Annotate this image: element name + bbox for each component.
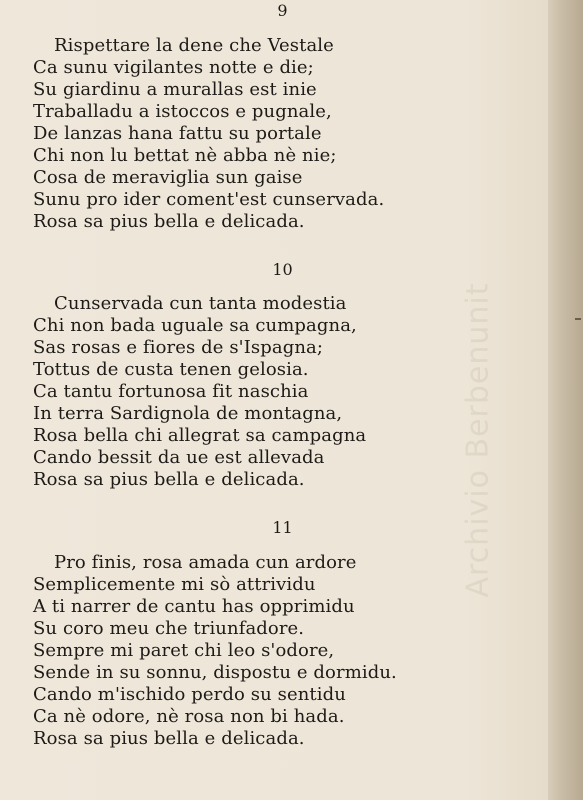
verse-line: Sempre mi paret chi leo s'odore, xyxy=(33,640,335,661)
verse-line: Cando bessit da ue est allevada xyxy=(33,447,325,468)
verse-line: Pro finis, rosa amada cun ardore xyxy=(54,552,357,573)
verse-line: Chi non bada uguale sa cumpagna, xyxy=(33,315,357,336)
stanza-number: 10 xyxy=(272,260,293,279)
verse-line: Sas rosas e fiores de s'Ispagna; xyxy=(33,337,324,358)
verse-line: Chi non lu bettat nè abba nè nie; xyxy=(33,145,337,166)
verse-line: A ti narrer de cantu has opprimidu xyxy=(33,596,355,617)
verse-line: Ca sunu vigilantes notte e die; xyxy=(33,57,314,78)
verse-line: Rispettare la dene che Vestale xyxy=(54,35,334,56)
verse-line: Cando m'ischido perdo su sentidu xyxy=(33,684,346,705)
verse-line: Su giardinu a murallas est inie xyxy=(33,79,317,100)
verse-line: Tottus de custa tenen gelosia. xyxy=(33,359,309,380)
verse-line: Cunservada cun tanta modestia xyxy=(54,293,347,314)
stanza-number: 11 xyxy=(272,518,293,537)
archive-watermark: Archivio Berbenunit xyxy=(460,282,496,598)
verse-line: Traballadu a istoccos e pugnale, xyxy=(33,101,332,122)
verse-line: Rosa bella chi allegrat sa campagna xyxy=(33,425,367,446)
book-gutter xyxy=(548,0,583,800)
verse-line: Rosa sa pius bella e delicada. xyxy=(33,728,305,749)
verse-line: Rosa sa pius bella e delicada. xyxy=(33,469,305,490)
gutter-mark xyxy=(575,318,581,320)
verse-line: In terra Sardignola de montagna, xyxy=(33,403,343,424)
verse-line: De lanzas hana fattu su portale xyxy=(33,123,322,144)
verse-line: Ca nè odore, nè rosa non bi hada. xyxy=(33,706,345,727)
verse-line: Ca tantu fortunosa fit naschia xyxy=(33,381,309,402)
verse-line: Su coro meu che triunfadore. xyxy=(33,618,305,639)
verse-line: Semplicemente mi sò attrividu xyxy=(33,574,316,595)
verse-line: Sende in su sonnu, dispostu e dormidu. xyxy=(33,662,397,683)
page-number: 9 xyxy=(277,1,288,20)
verse-line: Rosa sa pius bella e delicada. xyxy=(33,211,305,232)
verse-line: Sunu pro ider coment'est cunservada. xyxy=(33,189,385,210)
verse-line: Cosa de meraviglia sun gaise xyxy=(33,167,303,188)
